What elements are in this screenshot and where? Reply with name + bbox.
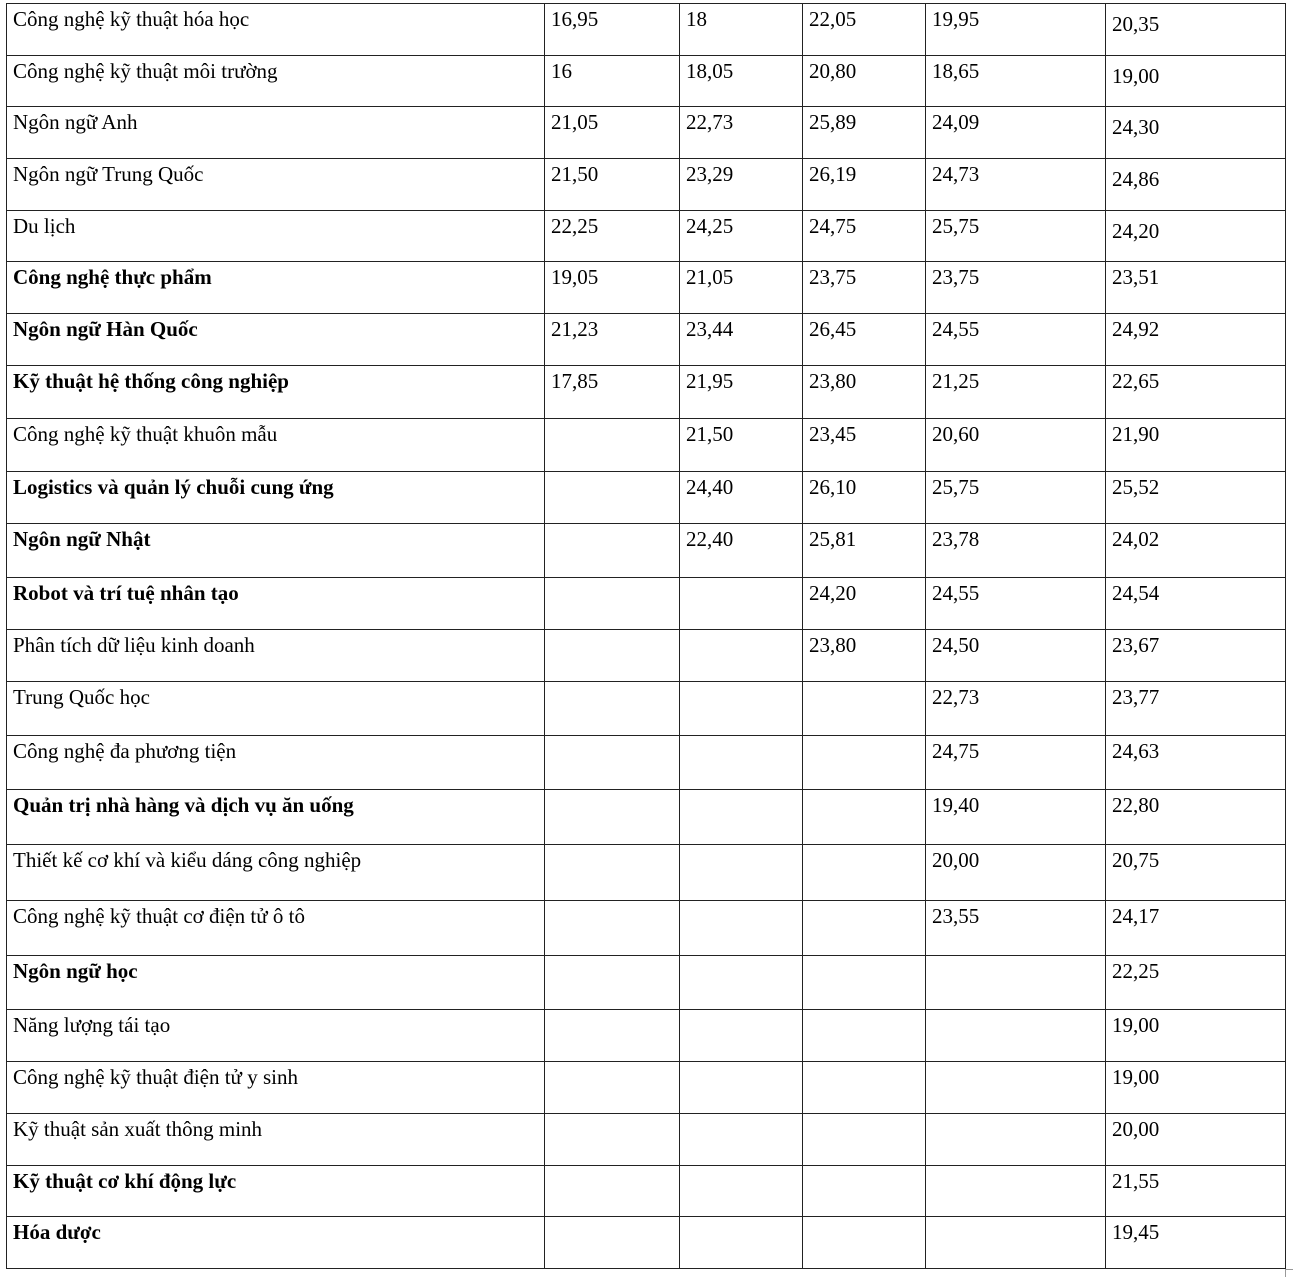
score-col-4-cell: 24,75 — [926, 736, 1106, 790]
score-col-4-cell — [926, 1166, 1106, 1217]
score-col-5-cell: 21,90 — [1106, 419, 1286, 472]
table-row — [7, 1114, 1286, 1166]
score-col-1-cell — [545, 901, 680, 956]
table-row — [7, 107, 1286, 159]
score-col-5-cell: 19,00 — [1106, 1010, 1286, 1062]
score-col-2-cell: 18,05 — [680, 56, 803, 107]
score-col-5-cell: 20,75 — [1106, 845, 1286, 901]
major-name-cell: Công nghệ kỹ thuật điện tử y sinh — [7, 1062, 545, 1114]
score-col-1-cell — [545, 956, 680, 1010]
score-col-1-cell: 16,95 — [545, 4, 680, 56]
score-col-5-cell: 19,00 — [1106, 56, 1286, 107]
major-name-cell: Kỹ thuật hệ thống công nghiệp — [7, 366, 545, 419]
major-name-cell: Công nghệ thực phẩm — [7, 262, 545, 314]
score-col-4-cell: 25,75 — [926, 472, 1106, 524]
score-col-1-cell: 19,05 — [545, 262, 680, 314]
table-row — [7, 419, 1286, 472]
score-col-3-cell — [803, 1217, 926, 1269]
score-col-5-cell: 24,92 — [1106, 314, 1286, 366]
score-col-4-cell: 25,75 — [926, 211, 1106, 262]
score-col-3-cell: 26,19 — [803, 159, 926, 211]
score-col-5-cell: 20,00 — [1106, 1114, 1286, 1166]
score-col-3-cell — [803, 845, 926, 901]
page-corner-mark — [1285, 1269, 1293, 1277]
table-row — [7, 314, 1286, 366]
major-name-cell: Ngôn ngữ Nhật — [7, 524, 545, 578]
score-col-5-cell: 19,45 — [1106, 1217, 1286, 1269]
score-col-5-cell: 25,52 — [1106, 472, 1286, 524]
score-col-3-cell: 23,45 — [803, 419, 926, 472]
score-col-4-cell — [926, 956, 1106, 1010]
major-name-cell: Kỹ thuật cơ khí động lực — [7, 1166, 545, 1217]
score-col-1-cell — [545, 1010, 680, 1062]
table-row — [7, 682, 1286, 736]
score-col-4-cell: 24,73 — [926, 159, 1106, 211]
score-col-2-cell — [680, 956, 803, 1010]
score-col-4-cell: 21,25 — [926, 366, 1106, 419]
score-col-4-cell: 22,73 — [926, 682, 1106, 736]
score-col-1-cell — [545, 682, 680, 736]
score-col-1-cell — [545, 1114, 680, 1166]
table-row — [7, 578, 1286, 630]
score-col-4-cell: 19,95 — [926, 4, 1106, 56]
score-col-2-cell — [680, 901, 803, 956]
table-row — [7, 901, 1286, 956]
score-col-5-cell: 22,80 — [1106, 790, 1286, 845]
score-col-2-cell: 24,40 — [680, 472, 803, 524]
score-col-3-cell — [803, 1010, 926, 1062]
score-col-3-cell — [803, 901, 926, 956]
score-col-2-cell — [680, 1010, 803, 1062]
score-col-5-cell: 23,51 — [1106, 262, 1286, 314]
score-col-1-cell: 16 — [545, 56, 680, 107]
score-col-3-cell — [803, 1166, 926, 1217]
major-name-cell: Du lịch — [7, 211, 545, 262]
score-col-3-cell: 23,80 — [803, 366, 926, 419]
major-name-cell: Logistics và quản lý chuỗi cung ứng — [7, 472, 545, 524]
score-col-1-cell — [545, 845, 680, 901]
score-col-3-cell: 22,05 — [803, 4, 926, 56]
score-col-4-cell: 24,50 — [926, 630, 1106, 682]
table-row — [7, 790, 1286, 845]
score-col-5-cell: 24,20 — [1106, 211, 1286, 262]
score-col-3-cell: 26,10 — [803, 472, 926, 524]
score-col-2-cell: 23,44 — [680, 314, 803, 366]
major-name-cell: Ngôn ngữ Hàn Quốc — [7, 314, 545, 366]
score-col-3-cell — [803, 790, 926, 845]
score-col-4-cell: 18,65 — [926, 56, 1106, 107]
admission-score-table — [6, 3, 1286, 1269]
score-col-2-cell: 24,25 — [680, 211, 803, 262]
score-col-5-cell: 21,55 — [1106, 1166, 1286, 1217]
score-col-2-cell — [680, 630, 803, 682]
score-col-1-cell — [545, 472, 680, 524]
table-row — [7, 56, 1286, 107]
score-col-3-cell: 24,20 — [803, 578, 926, 630]
table-row — [7, 211, 1286, 262]
score-col-3-cell: 23,75 — [803, 262, 926, 314]
score-col-5-cell: 19,00 — [1106, 1062, 1286, 1114]
table-row — [7, 956, 1286, 1010]
score-col-5-cell: 23,77 — [1106, 682, 1286, 736]
table-row — [7, 262, 1286, 314]
score-col-5-cell: 23,67 — [1106, 630, 1286, 682]
major-name-cell: Năng lượng tái tạo — [7, 1010, 545, 1062]
score-col-5-cell: 24,54 — [1106, 578, 1286, 630]
table-row — [7, 630, 1286, 682]
table-row — [7, 1062, 1286, 1114]
major-name-cell: Ngôn ngữ Trung Quốc — [7, 159, 545, 211]
major-name-cell: Công nghệ kỹ thuật cơ điện tử ô tô — [7, 901, 545, 956]
score-col-1-cell: 17,85 — [545, 366, 680, 419]
major-name-cell: Phân tích dữ liệu kinh doanh — [7, 630, 545, 682]
score-col-1-cell: 21,23 — [545, 314, 680, 366]
score-col-1-cell: 22,25 — [545, 211, 680, 262]
score-col-4-cell: 23,75 — [926, 262, 1106, 314]
major-name-cell: Ngôn ngữ Anh — [7, 107, 545, 159]
table-row — [7, 845, 1286, 901]
score-col-2-cell — [680, 682, 803, 736]
table-row — [7, 736, 1286, 790]
score-col-1-cell — [545, 630, 680, 682]
score-col-2-cell: 21,50 — [680, 419, 803, 472]
score-col-3-cell — [803, 1114, 926, 1166]
score-col-2-cell — [680, 1062, 803, 1114]
score-col-4-cell: 23,78 — [926, 524, 1106, 578]
score-col-5-cell: 20,35 — [1106, 4, 1286, 56]
score-col-2-cell — [680, 1114, 803, 1166]
score-col-4-cell — [926, 1010, 1106, 1062]
score-col-1-cell — [545, 524, 680, 578]
score-col-4-cell: 23,55 — [926, 901, 1106, 956]
score-col-4-cell — [926, 1062, 1106, 1114]
score-col-3-cell: 23,80 — [803, 630, 926, 682]
major-name-cell: Công nghệ đa phương tiện — [7, 736, 545, 790]
score-col-4-cell: 20,00 — [926, 845, 1106, 901]
score-col-1-cell: 21,05 — [545, 107, 680, 159]
score-col-5-cell: 24,63 — [1106, 736, 1286, 790]
score-col-3-cell: 26,45 — [803, 314, 926, 366]
table-row — [7, 472, 1286, 524]
score-col-2-cell: 21,95 — [680, 366, 803, 419]
table-row — [7, 1217, 1286, 1269]
score-col-2-cell — [680, 1166, 803, 1217]
score-col-2-cell: 22,73 — [680, 107, 803, 159]
score-col-2-cell: 23,29 — [680, 159, 803, 211]
major-name-cell: Công nghệ kỹ thuật khuôn mẫu — [7, 419, 545, 472]
score-col-3-cell — [803, 1062, 926, 1114]
score-col-3-cell: 20,80 — [803, 56, 926, 107]
major-name-cell: Quản trị nhà hàng và dịch vụ ăn uống — [7, 790, 545, 845]
table-row — [7, 524, 1286, 578]
table-row — [7, 366, 1286, 419]
score-col-1-cell — [545, 419, 680, 472]
score-col-3-cell — [803, 736, 926, 790]
score-col-4-cell — [926, 1114, 1106, 1166]
table-row — [7, 4, 1286, 56]
score-col-1-cell — [545, 1062, 680, 1114]
score-col-5-cell: 24,02 — [1106, 524, 1286, 578]
score-col-4-cell — [926, 1217, 1106, 1269]
major-name-cell: Công nghệ kỹ thuật môi trường — [7, 56, 545, 107]
score-col-2-cell — [680, 845, 803, 901]
major-name-cell: Kỹ thuật sản xuất thông minh — [7, 1114, 545, 1166]
major-name-cell: Hóa dược — [7, 1217, 545, 1269]
table-row — [7, 1010, 1286, 1062]
major-name-cell: Ngôn ngữ học — [7, 956, 545, 1010]
score-col-5-cell: 24,86 — [1106, 159, 1286, 211]
score-col-1-cell — [545, 578, 680, 630]
table-body — [7, 4, 1286, 1269]
score-col-3-cell: 25,81 — [803, 524, 926, 578]
score-col-4-cell: 24,09 — [926, 107, 1106, 159]
score-col-2-cell: 18 — [680, 4, 803, 56]
major-name-cell: Thiết kế cơ khí và kiểu dáng công nghiệp — [7, 845, 545, 901]
score-col-2-cell — [680, 736, 803, 790]
score-col-4-cell: 24,55 — [926, 578, 1106, 630]
score-col-1-cell — [545, 790, 680, 845]
score-col-5-cell: 24,30 — [1106, 107, 1286, 159]
score-col-2-cell — [680, 790, 803, 845]
score-col-1-cell — [545, 1166, 680, 1217]
score-col-4-cell: 19,40 — [926, 790, 1106, 845]
score-col-2-cell — [680, 1217, 803, 1269]
score-col-2-cell — [680, 578, 803, 630]
score-col-3-cell: 25,89 — [803, 107, 926, 159]
score-col-5-cell: 22,65 — [1106, 366, 1286, 419]
score-col-2-cell: 21,05 — [680, 262, 803, 314]
score-col-1-cell — [545, 736, 680, 790]
score-col-3-cell — [803, 682, 926, 736]
major-name-cell: Công nghệ kỹ thuật hóa học — [7, 4, 545, 56]
table-row — [7, 159, 1286, 211]
score-col-3-cell — [803, 956, 926, 1010]
score-col-4-cell: 20,60 — [926, 419, 1106, 472]
major-name-cell: Trung Quốc học — [7, 682, 545, 736]
score-col-1-cell: 21,50 — [545, 159, 680, 211]
score-col-1-cell — [545, 1217, 680, 1269]
score-col-4-cell: 24,55 — [926, 314, 1106, 366]
score-col-5-cell: 22,25 — [1106, 956, 1286, 1010]
table-row — [7, 1166, 1286, 1217]
score-col-5-cell: 24,17 — [1106, 901, 1286, 956]
major-name-cell: Robot và trí tuệ nhân tạo — [7, 578, 545, 630]
score-col-3-cell: 24,75 — [803, 211, 926, 262]
score-col-2-cell: 22,40 — [680, 524, 803, 578]
score-table-container — [6, 3, 1285, 1269]
